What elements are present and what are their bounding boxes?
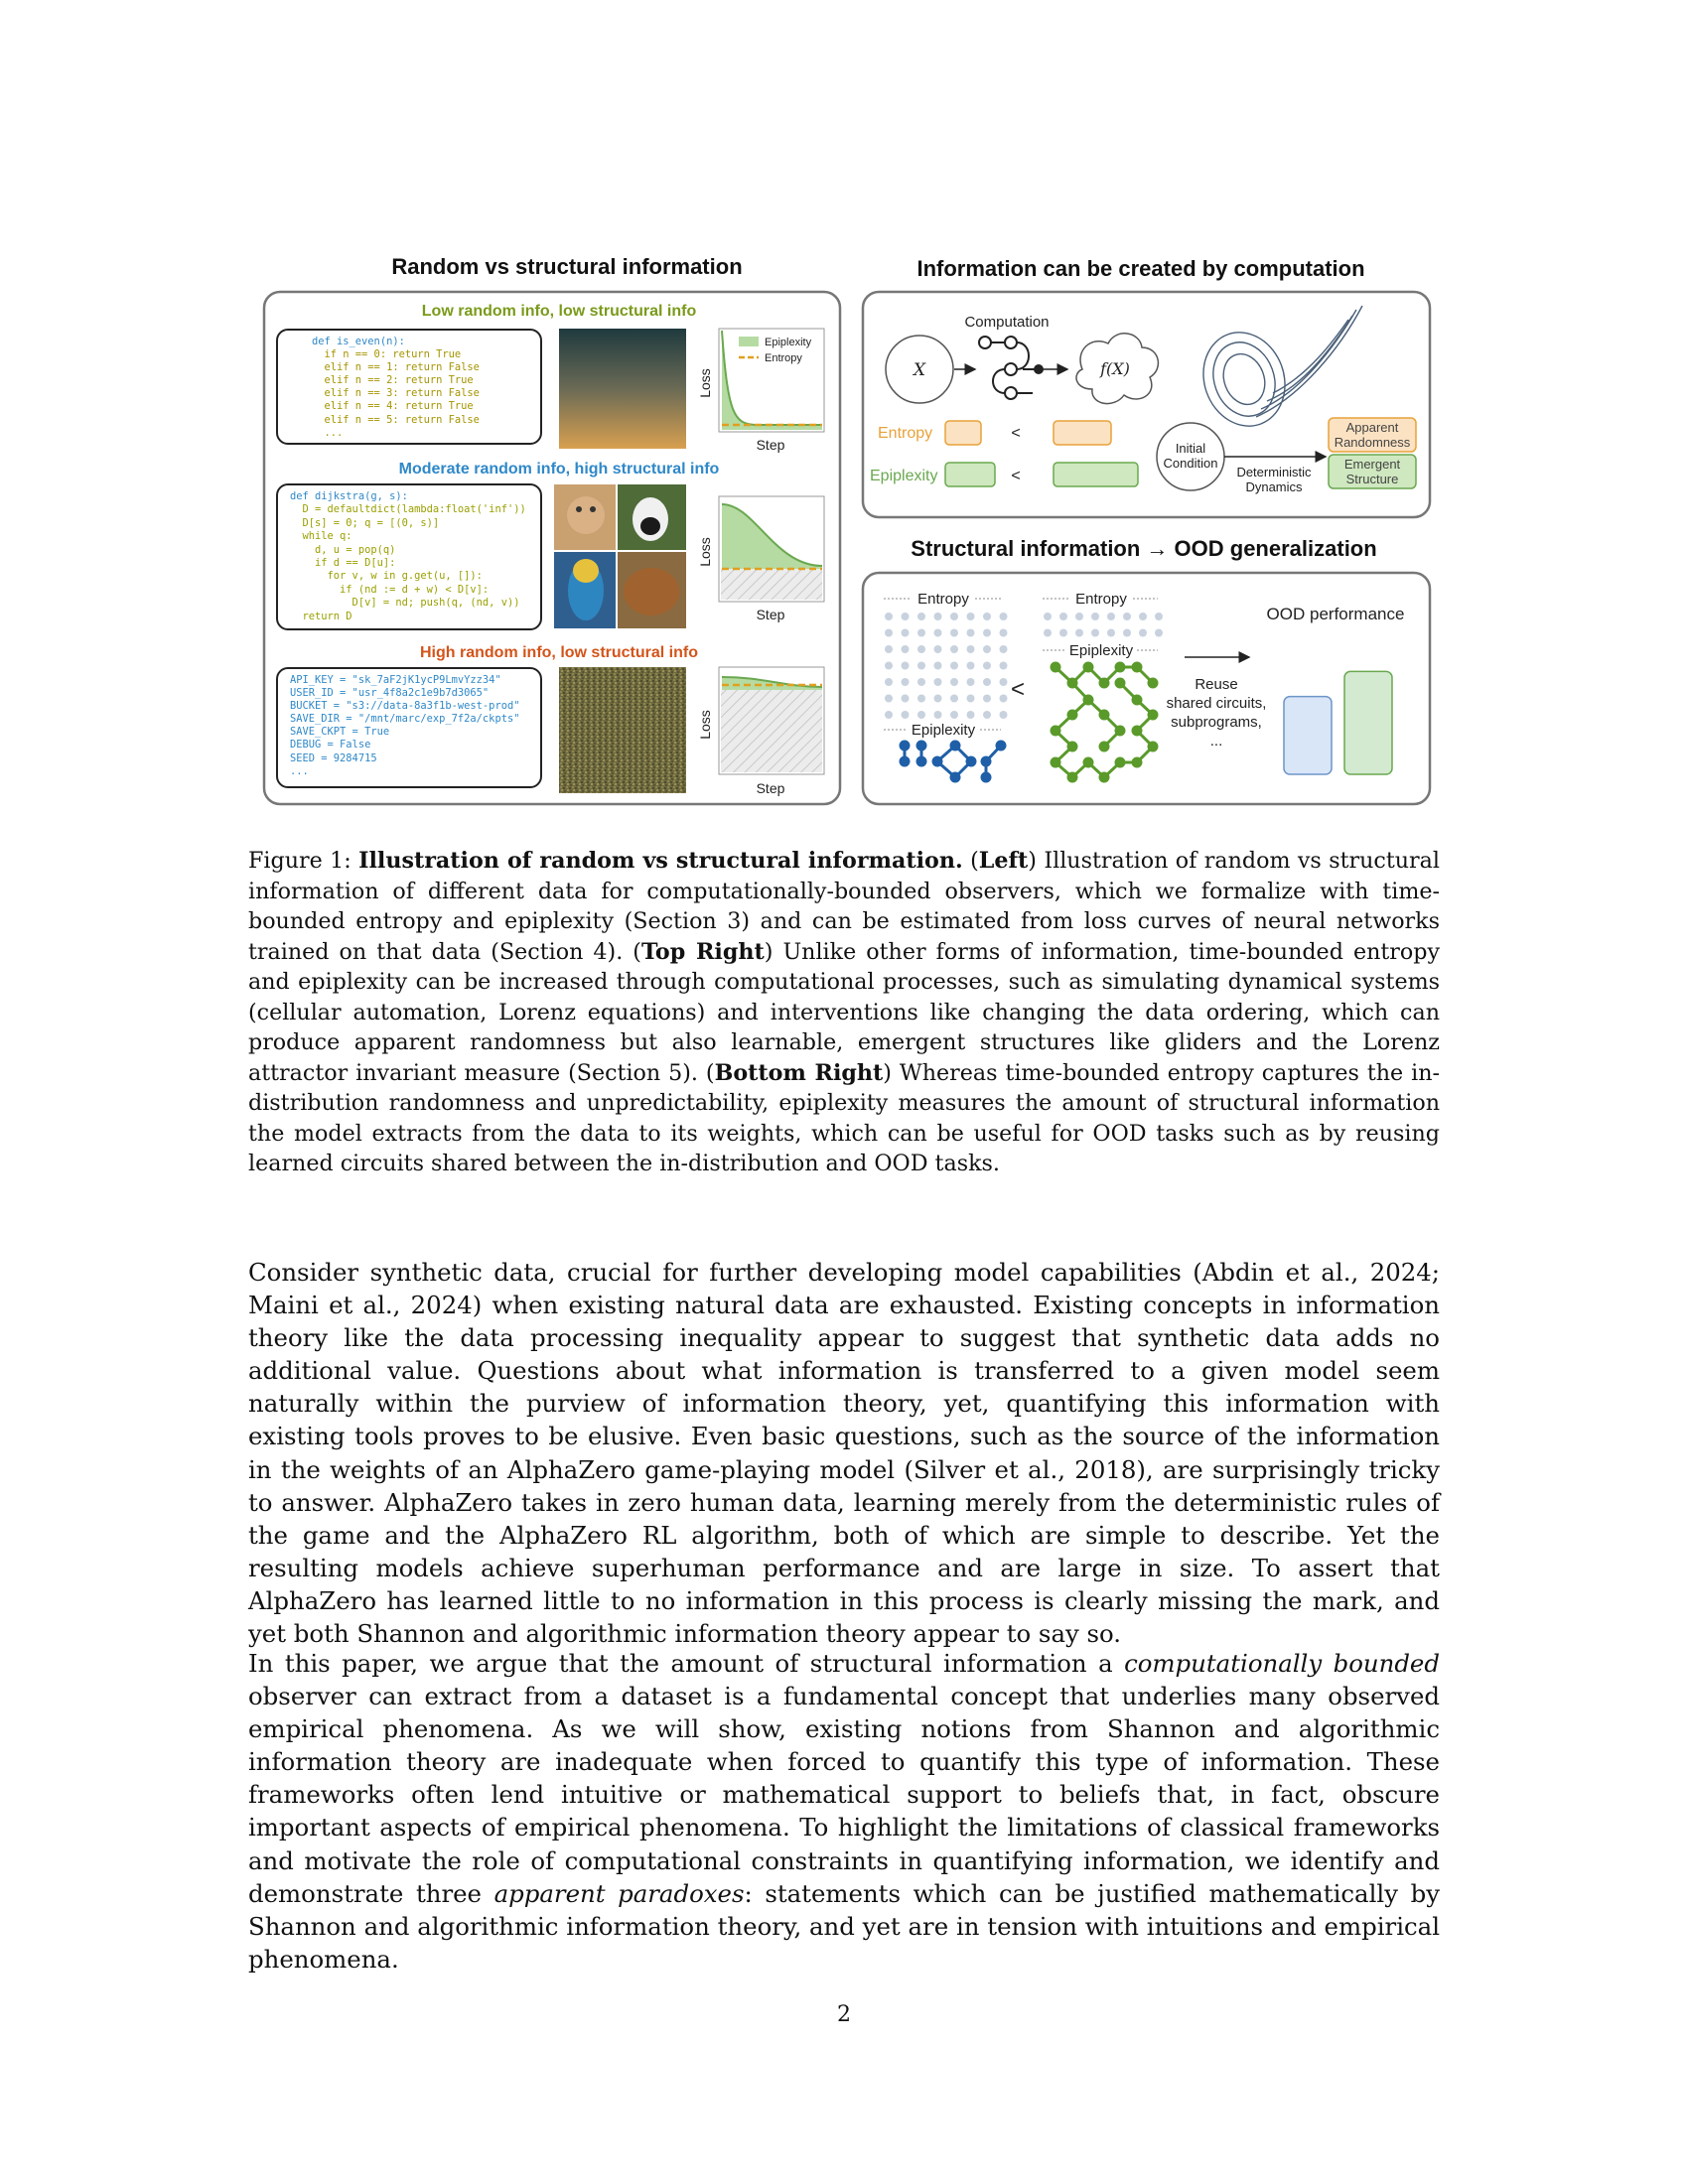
loss-label-2: Loss bbox=[697, 537, 713, 567]
body-paragraph-2 bbox=[248, 1647, 1440, 1976]
grid-dot bbox=[1075, 629, 1083, 637]
grid-dot bbox=[885, 711, 893, 719]
grid-dot bbox=[950, 695, 958, 703]
emergent-line2: Structure bbox=[1345, 472, 1399, 486]
code-line: for v, w in g.get(u, []): bbox=[290, 570, 483, 583]
tr-epiplexity-label: Epiplexity bbox=[870, 468, 938, 484]
code-line: elif n == 4: return True bbox=[312, 400, 474, 413]
grid-dot bbox=[917, 695, 925, 703]
grid-dot bbox=[967, 613, 975, 620]
grid-dot bbox=[967, 662, 975, 670]
code-line: elif n == 5: return False bbox=[312, 413, 480, 426]
grid-dot bbox=[983, 678, 991, 686]
para2-italic1: computationally bounded bbox=[1124, 1649, 1440, 1678]
code-line: elif n == 1: return False bbox=[312, 361, 480, 374]
grid-dot bbox=[917, 645, 925, 653]
apparent-line1: Apparent bbox=[1345, 420, 1399, 435]
grid-dot bbox=[967, 711, 975, 719]
grid-dot bbox=[934, 645, 942, 653]
caption-left-text: Illustration of random vs structural information of different data for computationally-bounded observers, which we formalize with time-bounded entropy and epiplexity (Section 3) and can be estimated from loss curves of neural networks trained on that data (Section 4). ( bbox=[248, 848, 1440, 965]
caption-top-right-text: Unlike other forms of information, time-bounded entropy and epiplexity can be increased through computational processes, such as simulating dynamical systems (cellular automation, Lorenz equations) and interventions like changing the data ordering, which can produce apparent randomness but also learnable, emergent structures like gliders and the Lorenz attractor invariant measure (Section 5). ( bbox=[248, 938, 1440, 1086]
code-line: ... bbox=[290, 764, 309, 777]
code-line: if (nd := d + w) < D[v]: bbox=[290, 583, 490, 596]
top-right-title: Information can be created by computation bbox=[916, 256, 1365, 281]
grid-dot bbox=[934, 678, 942, 686]
fx-label: f(X) bbox=[1100, 359, 1130, 378]
grid-dot bbox=[1155, 613, 1163, 620]
emergent-line1: Emergent bbox=[1343, 457, 1401, 472]
grid-dot bbox=[983, 645, 991, 653]
initial-condition-line2: Condition bbox=[1163, 456, 1218, 471]
initial-condition-line1: Initial bbox=[1175, 441, 1206, 456]
br-epiplexity-label-right: Epiplexity bbox=[1068, 642, 1134, 659]
grid-dot bbox=[885, 613, 893, 620]
grid-dot bbox=[1000, 711, 1008, 719]
left-figure-title: Random vs structural information bbox=[391, 254, 743, 279]
grid-dot bbox=[885, 695, 893, 703]
grid-dot bbox=[1059, 613, 1067, 620]
grid-dot bbox=[902, 678, 910, 686]
code-line: if n == 0: return True bbox=[312, 348, 462, 361]
loss-label-1: Loss bbox=[697, 368, 713, 398]
caption-bottom-right-text: Whereas time-bounded entropy captures the in-distribution randomness and unpredictability, epiplexity measures the amount of structural information the model extracts from the data to its weights, which can be useful for OOD tasks such as by reusing learned circuits shared between the in-distribution and OOD tasks. bbox=[248, 1059, 1440, 1176]
grid-dot bbox=[1000, 613, 1008, 620]
grid-dot bbox=[902, 613, 910, 620]
deterministic-line2: Dynamics bbox=[1245, 479, 1303, 494]
grid-dot bbox=[1000, 662, 1008, 670]
ood-performance-label: OOD performance bbox=[1266, 605, 1405, 623]
legend-epiplexity: Epiplexity bbox=[765, 337, 812, 348]
step-label-2: Step bbox=[756, 607, 785, 622]
code-line: USER_ID = "usr_4f8a2c1e9b7d3065" bbox=[290, 687, 490, 700]
grid-dot bbox=[902, 695, 910, 703]
grid-dot bbox=[902, 662, 910, 670]
grid-dot bbox=[934, 662, 942, 670]
tr-less-than-2: < bbox=[1011, 468, 1021, 484]
grid-dot bbox=[917, 678, 925, 686]
figure-1 bbox=[0, 0, 1688, 824]
grid-dot bbox=[1000, 645, 1008, 653]
code-line: if d == D[u]: bbox=[290, 557, 396, 570]
grid-dot bbox=[902, 645, 910, 653]
step-label-3: Step bbox=[756, 780, 785, 796]
grid-dot bbox=[983, 662, 991, 670]
grid-dot bbox=[917, 711, 925, 719]
tr-epiplexity-box-large bbox=[1054, 463, 1138, 486]
code-line: API_KEY = "sk_7aF2jK1ycP9LmvYzz34" bbox=[290, 674, 501, 686]
grid-dot bbox=[983, 613, 991, 620]
grid-dot bbox=[983, 629, 991, 637]
caption-bottom-right-tag: Bottom Right bbox=[714, 1059, 884, 1086]
grid-dot bbox=[1139, 629, 1147, 637]
grid-dot bbox=[885, 629, 893, 637]
br-epiplexity-label-left: Epiplexity bbox=[911, 722, 976, 739]
grid-dot bbox=[950, 711, 958, 719]
grid-dot bbox=[902, 629, 910, 637]
body-paragraph-1: Consider synthetic data, crucial for further developing model capabilities (Abdin et al., 2024; Maini et al., 2024) when existing natural data are exhausted. Existing concepts in information theory like the data processing inequality appear to suggest that synthetic data adds no additional value. Questions about what information is transferred to a given model seem naturally within the purview of information theory, yet, quantifying this information with existing tools proves to be elusive. Even basic questions, such as the source of the information in the weights of an AlphaZero game-playing model (Silver et al., 2018), are surprisingly tricky to answer. AlphaZero takes in zero human data, learning merely from the deterministic rules of the game and the AlphaZero RL algorithm, both of which are simple to describe. Yet the resulting models achieve superhuman performance and are large in size. To assert that AlphaZero has learned little to no information in this process is clearly missing the mark, and yet both Shannon and algorithmic information theory appear to say so. bbox=[248, 1258, 1440, 1649]
code-line: return D bbox=[290, 610, 352, 622]
code-line: SAVE_CKPT = True bbox=[290, 726, 390, 739]
noise-image bbox=[559, 667, 686, 793]
code-line: while q: bbox=[290, 530, 352, 543]
panel1-heading: Low random info, low structural info bbox=[421, 303, 697, 320]
grid-dot bbox=[950, 662, 958, 670]
grid-dot bbox=[885, 678, 893, 686]
tr-entropy-box-small bbox=[945, 421, 981, 445]
grid-dot bbox=[1075, 613, 1083, 620]
loss-label-3: Loss bbox=[697, 710, 713, 740]
code-line: SAVE_DIR = "/mnt/marc/exp_7f2a/ckpts" bbox=[290, 713, 520, 726]
tr-entropy-box-large bbox=[1054, 421, 1111, 445]
grid-dot bbox=[1091, 613, 1099, 620]
grid-dot bbox=[967, 678, 975, 686]
grid-dot bbox=[917, 662, 925, 670]
grid-dot bbox=[1123, 613, 1131, 620]
code-window-dijkstra bbox=[276, 483, 542, 630]
code-line: BUCKET = "s3://data-8a3f1b-west-prod" bbox=[290, 700, 520, 713]
code-window-is-even bbox=[276, 329, 542, 445]
grid-dot bbox=[950, 678, 958, 686]
code-line: D[v] = nd; push(q, (nd, v)) bbox=[290, 597, 520, 610]
br-entropy-label-left: Entropy bbox=[917, 591, 969, 608]
grid-dot bbox=[934, 711, 942, 719]
apparent-line2: Randomness bbox=[1334, 435, 1411, 450]
code-line: SEED = 9284715 bbox=[290, 751, 377, 764]
x-label: X bbox=[913, 360, 926, 380]
grid-dot bbox=[1139, 613, 1147, 620]
legend-entropy: Entropy bbox=[765, 352, 802, 364]
bottom-right-title: Structural information → OOD generalization bbox=[911, 536, 1377, 561]
grid-dot bbox=[1044, 629, 1052, 637]
grid-dot bbox=[1155, 629, 1163, 637]
reuse-line3: subprograms, bbox=[1171, 714, 1262, 731]
code-line: DEBUG = False bbox=[290, 739, 371, 751]
para2-part2: observer can extract from a dataset is a fundamental concept that underlies many observed empirical phenomena. As we will show, existing notions from Shannon and algorithmic information theory are inadequate when forced to quantify this type of information. These frameworks often lend intuitive or mathematical support to beliefs that, in fact, obscure important aspects of empirical phenomena. To highlight the limitations of classical frameworks and motivate the role of computational constraints in quantifying information, we identify and demonstrate three bbox=[248, 1682, 1440, 1908]
code-line: D = defaultdict(lambda:float('inf')) bbox=[290, 503, 526, 516]
reuse-line1: Reuse bbox=[1195, 676, 1238, 693]
grid-dot bbox=[902, 711, 910, 719]
caption-top-right-tag: Top Right bbox=[640, 938, 765, 965]
code-window-config bbox=[276, 667, 542, 788]
para2-italic2: apparent paradoxes bbox=[493, 1878, 745, 1908]
caption-title: Illustration of random vs structural information. bbox=[358, 848, 963, 874]
tr-less-than-1: < bbox=[1011, 425, 1021, 442]
grid-dot bbox=[967, 645, 975, 653]
grid-dot bbox=[983, 711, 991, 719]
br-entropy-label-right: Entropy bbox=[1075, 591, 1127, 608]
ood-bar-epiplexity-model bbox=[1344, 671, 1392, 774]
grid-dot bbox=[917, 613, 925, 620]
step-label-1: Step bbox=[756, 437, 785, 453]
grid-dot bbox=[1000, 629, 1008, 637]
code-line: ... bbox=[312, 426, 344, 439]
grid-dot bbox=[950, 613, 958, 620]
tr-entropy-label: Entropy bbox=[878, 425, 933, 442]
deterministic-line1: Deterministic bbox=[1236, 465, 1312, 479]
natural-image-grid bbox=[554, 484, 686, 628]
caption-left-tag: Left bbox=[978, 848, 1029, 874]
grid-dot bbox=[1091, 629, 1099, 637]
panel3-heading: High random info, low structural info bbox=[420, 644, 698, 661]
code-line: D[s] = 0; q = [(0, s)] bbox=[290, 516, 440, 529]
code-line: def is_even(n): bbox=[312, 336, 405, 347]
grid-dot bbox=[967, 629, 975, 637]
grid-dot bbox=[1059, 629, 1067, 637]
tr-epiplexity-box-small bbox=[945, 463, 995, 486]
grid-dot bbox=[1123, 629, 1131, 637]
br-less-than: < bbox=[1010, 676, 1026, 703]
grid-dot bbox=[934, 629, 942, 637]
para2-part3: : statements which can be justified mathematically by Shannon and algorithmic information theory, and yet are in tension with intuitions and empirical phenomena. bbox=[248, 1878, 1440, 1974]
grid-dot bbox=[1000, 678, 1008, 686]
grid-dot bbox=[983, 695, 991, 703]
grid-dot bbox=[917, 629, 925, 637]
grid-dot bbox=[885, 645, 893, 653]
code-line: d, u = pop(q) bbox=[290, 543, 396, 556]
grid-dot bbox=[950, 645, 958, 653]
grid-dot bbox=[950, 629, 958, 637]
grid-dot bbox=[1107, 613, 1115, 620]
grid-dot bbox=[1000, 695, 1008, 703]
caption-label: Figure 1: bbox=[248, 848, 352, 874]
computation-label: Computation bbox=[964, 314, 1050, 331]
grid-dot bbox=[1044, 613, 1052, 620]
code-line: elif n == 2: return True bbox=[312, 374, 474, 387]
grid-dot bbox=[934, 695, 942, 703]
figure-caption: Figure 1: Illustration of random vs structural information. (Left) Illustration of random vs structural information of different data for computationally-bounded observers, which we formalize with time-bounded entropy and epiplexity (Section 3) and can be estimated from loss curves of neural networks trained on that data (Section 4). (Top Right) Unlike other forms of information, time-bounded entropy and epiplexity can be increased through computational processes, such as simulating dynamical systems (cellular automation, Lorenz equations) and interventions like changing the data ordering, which can produce apparent randomness but also learnable, emergent structures like gliders and the Lorenz attractor invariant measure (Section 5). (Bottom Right) Whereas time-bounded entropy captures the in-distribution randomness and unpredictability, epiplexity measures the amount of structural information the model extracts from the data to its weights, which can be useful for OOD tasks such as by reusing learned circuits shared between the in-distribution and OOD tasks. bbox=[248, 848, 1440, 1176]
ood-bar-entropy-model bbox=[1284, 697, 1332, 774]
reuse-line2: shared circuits, bbox=[1166, 695, 1267, 712]
grid-dot bbox=[934, 613, 942, 620]
code-line: elif n == 3: return False bbox=[312, 387, 480, 400]
gradient-image bbox=[559, 329, 686, 449]
para2-part1: In this paper, we argue that the amount of structural information a bbox=[248, 1649, 1125, 1678]
grid-dot bbox=[885, 662, 893, 670]
panel2-heading: Moderate random info, high structural info bbox=[398, 461, 720, 478]
grid-dot bbox=[967, 695, 975, 703]
page-number: 2 bbox=[837, 2002, 851, 2027]
reuse-line4: ... bbox=[1209, 733, 1223, 750]
grid-dot bbox=[1107, 629, 1115, 637]
code-line: def dijkstra(g, s): bbox=[290, 490, 408, 502]
